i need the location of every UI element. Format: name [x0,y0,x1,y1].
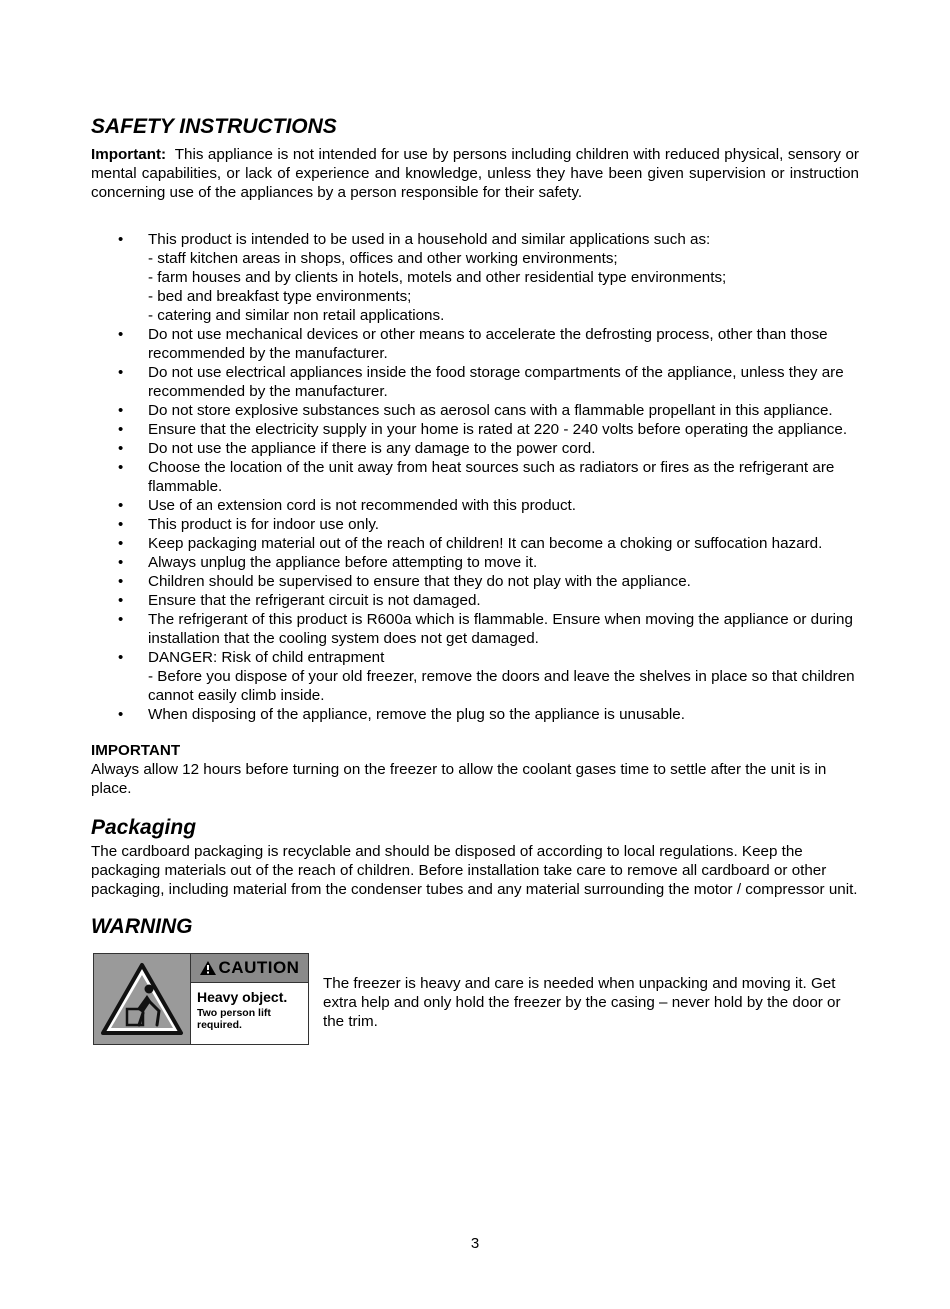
bullet-dot-icon: • [118,535,124,552]
bullet-dot-icon: • [118,497,124,514]
bullet-text: Do not use mechanical devices or other means to accelerate the defrosting process, other than those recommended by the manufacturer. [148,326,828,362]
warning-text: The freezer is heavy and care is needed when unpacking and moving it. Get extra help and only hold the freezer by the casing – never hold by the door or the trim. [323,975,841,1030]
bullet-text: This product is intended to be used in a household and similar applications such as: [148,231,711,248]
bullet-subitem: - catering and similar non retail applications. [148,307,445,324]
bullet-item [91,458,859,496]
bullet-text: Ensure that the electricity supply in your home is rated at 220 - 240 volts before operating the appliance. [148,421,848,438]
bullet-item [91,705,859,724]
bullet-item [91,325,859,363]
bullet-dot-icon: • [118,554,124,571]
bullet-text: Children should be supervised to ensure that they do not play with the appliance. [148,573,691,590]
important-label: Important: [91,146,167,163]
bullet-text: The refrigerant of this product is R600a which is flammable. Ensure when moving the appliance or during installation that the cooling system does not get damaged. [148,611,853,647]
bullet-text: DANGER: Risk of child entrapment [148,649,385,666]
caution-text-panel [191,954,308,1044]
safety-title: SAFETY INSTRUCTIONS [91,115,337,138]
bullet-dot-icon: • [118,326,124,343]
safety-bullet-list [91,230,859,724]
caution-label-image [93,953,309,1045]
bullet-item [91,553,859,572]
bullet-text: When disposing of the appliance, remove the plug so the appliance is unusable. [148,706,685,723]
bullet-dot-icon: • [118,402,124,419]
bullet-dot-icon: • [118,573,124,590]
bullet-dot-icon: • [118,459,124,476]
bullet-item [91,439,859,458]
bullet-item [91,572,859,591]
bullet-item [91,420,859,439]
bullet-text: Always unplug the appliance before attempting to move it. [148,554,538,571]
bullet-dot-icon: • [118,364,124,381]
caution-header [191,954,308,983]
caution-body [191,983,308,1037]
bullet-item [91,534,859,553]
bullet-dot-icon: • [118,611,124,628]
bullet-item [91,230,859,325]
bullet-dot-icon: • [118,516,124,533]
bullet-item [91,610,859,648]
bullet-item [91,496,859,515]
bullet-item [91,648,859,705]
bullet-text: Do not use electrical appliances inside the food storage compartments of the appliance, unless they are recommended by the manufacturer. [148,364,844,400]
bullet-text: Keep packaging material out of the reach of children! It can become a choking or suffocation hazard. [148,535,823,552]
important-note: Always allow 12 hours before turning on the freezer to allow the coolant gases time to settle after the unit is in place. [91,761,827,797]
bullet-item [91,591,859,610]
packaging-text: The cardboard packaging is recyclable and should be disposed of according to local regulations. Keep the packaging materials out of the reach of children. Before installation take care to remove all cardboard or other packaging, including material from the condenser tubes and any material surrounding the motor / compressor unit. [91,843,858,898]
bullet-dot-icon: • [118,231,124,248]
bullet-text: Do not use the appliance if there is any damage to the power cord. [148,440,596,457]
packaging-title: Packaging [91,816,197,839]
document-page [91,113,859,1049]
bullet-subitem: - staff kitchen areas in shops, offices and other working environments; [148,250,618,267]
important-intro [91,145,859,202]
bullet-item [91,401,859,420]
warning-title: WARNING [91,915,193,938]
caution-label: CAUTION [218,958,300,977]
bullet-dot-icon: • [118,649,124,666]
bullet-text: This product is for indoor use only. [148,516,380,533]
bullet-dot-icon: • [118,592,124,609]
bullet-subitem: - bed and breakfast type environments; [148,288,412,305]
bullet-item [91,363,859,401]
bullet-text: Ensure that the refrigerant circuit is not damaged. [148,592,481,609]
caution-main: Heavy object. [197,989,288,1005]
bullet-text: Do not store explosive substances such as aerosol cans with a flammable propellant in this appliance. [148,402,833,419]
bullet-subitem: - farm houses and by clients in hotels, motels and other residential type environments; [148,269,727,286]
bullet-dot-icon: • [118,706,124,723]
bullet-text: Use of an extension cord is not recommended with this product. [148,497,577,514]
bullet-dot-icon: • [118,440,124,457]
page-number: 3 [470,1235,480,1252]
important-text: This appliance is not intended for use by persons including children with reduced physical, sensory or mental capabilities, or lack of experience and knowledge, unless they have been given supervision or instruction concerning use of the appliances by a person responsible for their safety. [91,146,859,201]
warning-row [91,953,859,1049]
bullet-item [91,515,859,534]
important-heading: IMPORTANT [91,742,181,759]
warning-triangle-icon [200,961,216,975]
bullet-text: Choose the location of the unit away from heat sources such as radiators or fires as the refrigerant are flammable. [148,459,835,495]
bullet-dot-icon: • [118,421,124,438]
bullet-subitem: - Before you dispose of your old freezer, remove the doors and leave the shelves in place so that children cannot easily climb inside. [148,668,855,704]
caution-sub: Two person lift required. [197,1007,271,1031]
heavy-lift-icon [94,954,191,1044]
